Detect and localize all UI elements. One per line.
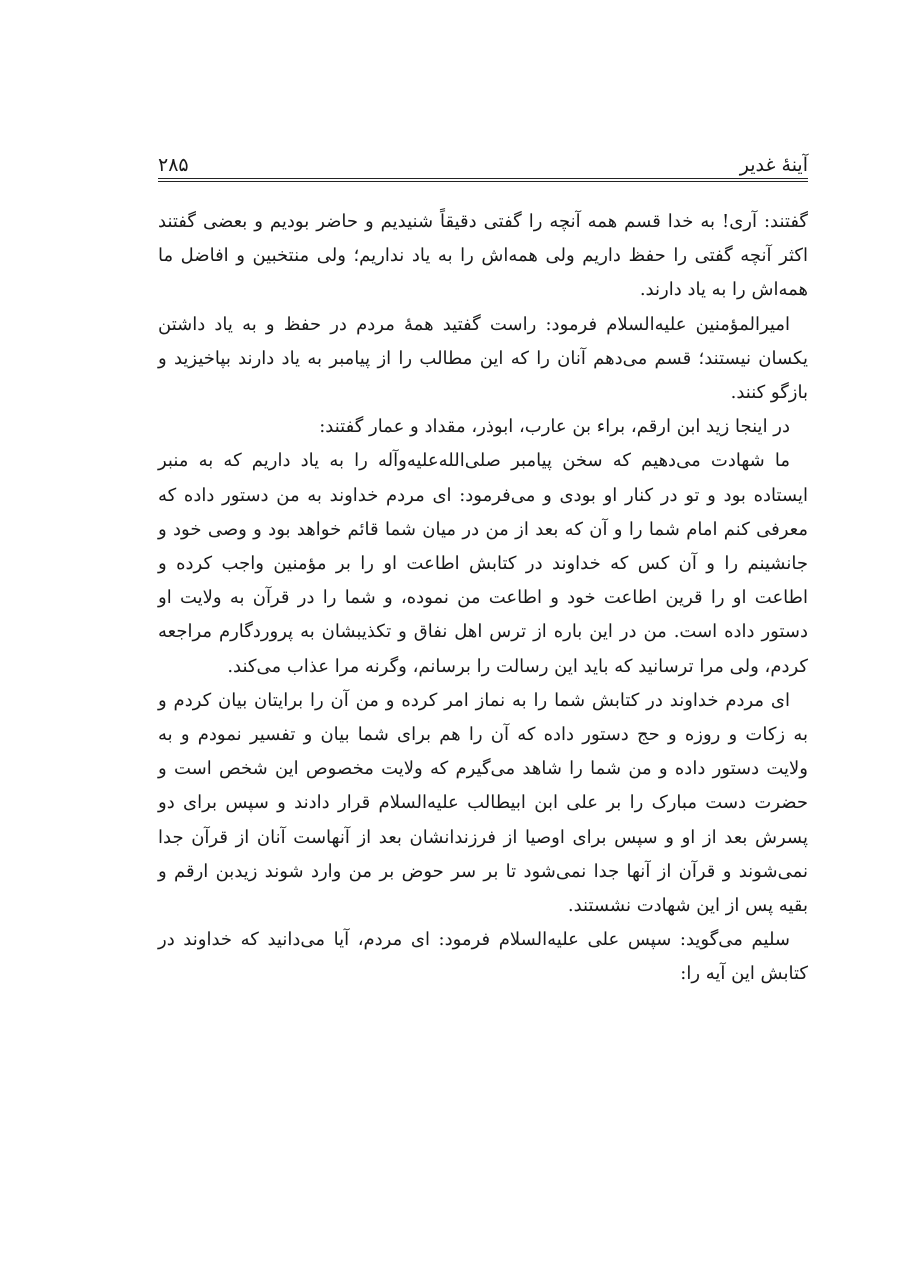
body-text bbox=[158, 205, 808, 992]
header-rule-bottom bbox=[158, 181, 808, 182]
paragraph: در اینجا زید ابن ارقم، براء بن عارب، ابوذر، مقداد و عمار گفتند: bbox=[319, 416, 790, 438]
header-rule-top bbox=[158, 178, 808, 179]
paragraph: ما شهادت می‌دهیم که سخن پیامبر صلی‌الله‌علیه‌وآله را به یاد داریم که به منبر ایستاده بود و تو در کنار او بودی و می‌فرمود: ای مردم خداوند به من دستور داده که معرفی کنم امام شما را و آن که بعد از من در میان شما قائم خواهد بود و وصی خود و جانشینم را و آن کس که خداوند در کتابش اطاعت او را بر مؤمنین واجب کرده و اطاعت او را قرین اطاعت خود و اطاعت من نموده، و شما را در قرآن به ولایت او دستور داده است. من در این باره از ترس اهل نفاق و تکذیبشان به پروردگارم مراجعه کردم، ولی مرا ترسانید که باید این رسالت را برسانم، وگرنه مرا عذاب می‌کند. bbox=[158, 450, 808, 677]
running-title: آینهٔ غدیر bbox=[739, 154, 808, 176]
paragraph: گفتند: آری! به خدا قسم همه آنچه را گفتی دقیقاً شنیدیم و حاضر بودیم و بعضی گفتند اکثر آنچه گفتی را حفظ داریم ولی همه‌اش را به یاد نداریم؛ ولی منتخبین و افاضل ما همه‌اش را به یاد دارند. bbox=[158, 211, 808, 301]
paragraph: ای مردم خداوند در کتابش شما را به نماز امر کرده و من آن را برایتان بیان کردم و به زکات و روزه و حج دستور داده که آن را هم برای شما بیان و تفسیر نمودم و به ولایت دستور داده و من شما را شاهد می‌گیرم که ولایت مخصوص این شخص است و حضرت دست مبارک را بر علی ابن ابیطالب علیه‌السلام قرار دادند و سپس برای دو پسرش بعد از او و سپس برای اوصیا از فرزندانشان بعد از آنهاست آنان از قرآن جدا نمی‌شوند و قرآن از آنها جدا نمی‌شود تا بر سر حوض بر من وارد شوند زیدبن ارقم و بقیه پس از این شهادت نشستند. bbox=[158, 689, 808, 917]
paragraph: سلیم می‌گوید: سپس علی علیه‌السلام فرمود: ای مردم، آیا می‌دانید که خداوند در کتابش این آیه را: bbox=[158, 929, 808, 985]
paragraph: امیرالمؤمنین علیه‌السلام فرمود: راست گفتید همهٔ مردم در حفظ و به یاد داشتن یکسان نیستند؛ قسم می‌دهم آنان را که این مطالب را از پیامبر به یاد دارند بپاخیزید و بازگو کنند. bbox=[158, 313, 808, 404]
page-number: ۲۸۵ bbox=[158, 154, 189, 176]
page-header bbox=[158, 146, 808, 176]
